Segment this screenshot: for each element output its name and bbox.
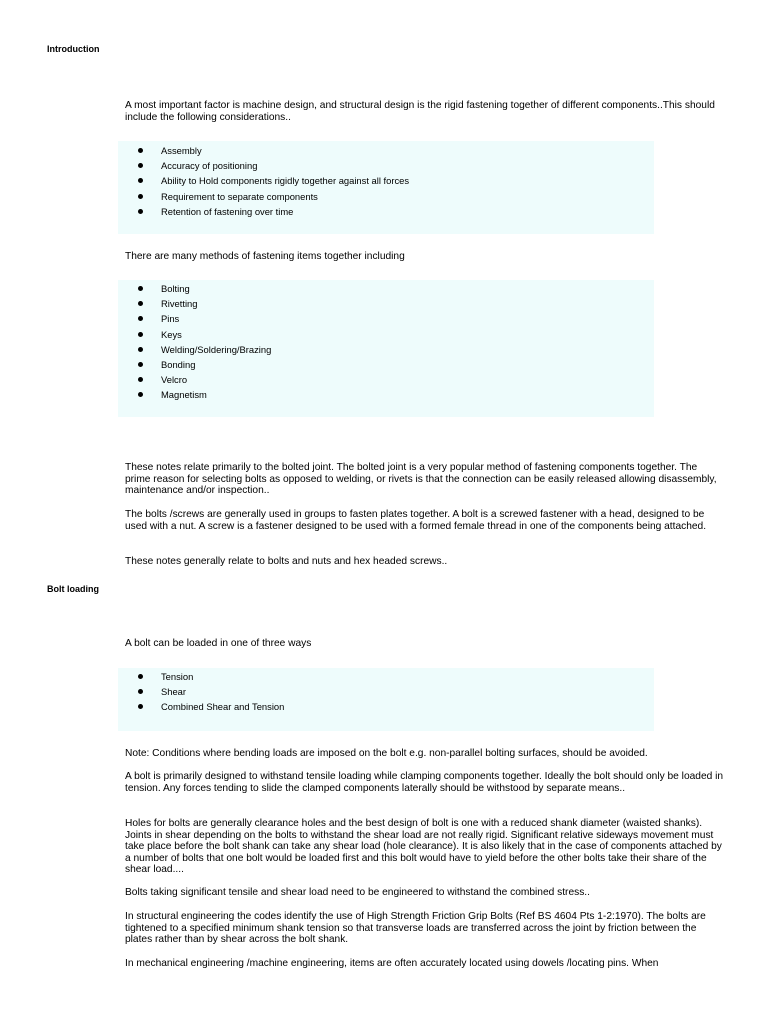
bending-note-paragraph: Note: Conditions where bending loads are imposed on the bolt e.g. non-parallel bolting surfaces, should be avoided. [125, 748, 648, 759]
list-item: Assembly [118, 143, 654, 158]
loading-ways-list-box [118, 668, 654, 731]
tensile-loading-paragraph: A bolt is primarily designed to withstand tensile loading while clamping components together. Ideally the bolt should only be loaded in tension. Any forces tending to slide the clamped components laterally should be withstood by separate means.. [125, 771, 724, 794]
list-item: Requirement to separate components [118, 189, 654, 204]
clearance-holes-paragraph: Holes for bolts are generally clearance holes and the best design of bolt is one with a reduced shank diameter (waisted shanks). Joints in shear depending on the bolts to withstand the shear load are not really rigid. Significant relative sideways movement must take place before the bolt shank can take any shear load (hole clearance). It is also likely that in the case of components attached by a number of bolts that one bolt would be loaded first and this bolt would have to yield before the other bolts take their share of the shear load.... [125, 818, 722, 875]
list-item: Accuracy of positioning [118, 158, 654, 173]
list-item: Retention of fastening over time [118, 204, 654, 219]
list-item: Pins [118, 311, 654, 326]
notes-scope-paragraph: These notes generally relate to bolts and nuts and hex headed screws.. [125, 556, 448, 567]
bullet-icon [138, 332, 143, 337]
list-item: Rivetting [118, 296, 654, 311]
bullet-icon [138, 689, 143, 694]
list-item: Ability to Hold components rigidly together against all forces [118, 173, 654, 188]
list-item: Shear [118, 684, 654, 699]
bullet-icon [138, 178, 143, 183]
structural-engineering-paragraph: In structural engineering the codes identify the use of High Strength Friction Grip Bolts (Ref BS 4604 Pts 1-2:1970). The bolts are tightened to a specified minimum shank tension so that transverse loads are transferred across the joint by friction between the plates rather than by shear across the bolt shank. [125, 911, 706, 945]
bullet-icon [138, 377, 143, 382]
bullet-icon [138, 347, 143, 352]
list-item: Welding/Soldering/Brazing [118, 342, 654, 357]
bullet-icon [138, 704, 143, 709]
bullet-icon [138, 209, 143, 214]
bolted-joint-paragraph: These notes relate primarily to the bolted joint. The bolted joint is a very popular method of fastening components together. The prime reason for selecting bolts as opposed to welding, or rivets is that the connection can be easily released allowing disassembly, maintenance and/or inspection.. [125, 462, 717, 496]
bullet-icon [138, 194, 143, 199]
bullet-icon [138, 392, 143, 397]
bullet-icon [138, 163, 143, 168]
intro-paragraph: A most important factor is machine design, and structural design is the rigid fastening together of different components..This should include the following considerations.. [125, 100, 715, 123]
list-item: Keys [118, 327, 654, 342]
bullet-icon [138, 362, 143, 367]
methods-list-box [118, 280, 654, 417]
bolts-screws-paragraph: The bolts /screws are generally used in groups to fasten plates together. A bolt is a screwed fastener with a head, designed to be used with a nut. A screw is a fastener designed to be used with a formed female thread in one of the components being attached. [125, 509, 707, 532]
considerations-list-box [118, 141, 654, 234]
bullet-icon [138, 148, 143, 153]
bullet-icon [138, 674, 143, 679]
list-item: Combined Shear and Tension [118, 699, 654, 714]
methods-intro-paragraph: There are many methods of fastening items together including [125, 251, 405, 262]
bullet-icon [138, 316, 143, 321]
list-item: Bolting [118, 281, 654, 296]
list-item: Tension [118, 669, 654, 684]
combined-stress-paragraph: Bolts taking significant tensile and shear load need to be engineered to withstand the combined stress.. [125, 887, 590, 898]
bullet-icon [138, 286, 143, 291]
mechanical-engineering-paragraph: In mechanical engineering /machine engineering, items are often accurately located using dowels /locating pins. When [125, 958, 659, 969]
section-heading-introduction: Introduction [47, 44, 100, 54]
loading-ways-intro: A bolt can be loaded in one of three ways [125, 638, 312, 649]
bullet-icon [138, 301, 143, 306]
list-item: Velcro [118, 372, 654, 387]
section-heading-bolt-loading: Bolt loading [47, 584, 99, 594]
list-item: Bonding [118, 357, 654, 372]
list-item: Magnetism [118, 387, 654, 402]
